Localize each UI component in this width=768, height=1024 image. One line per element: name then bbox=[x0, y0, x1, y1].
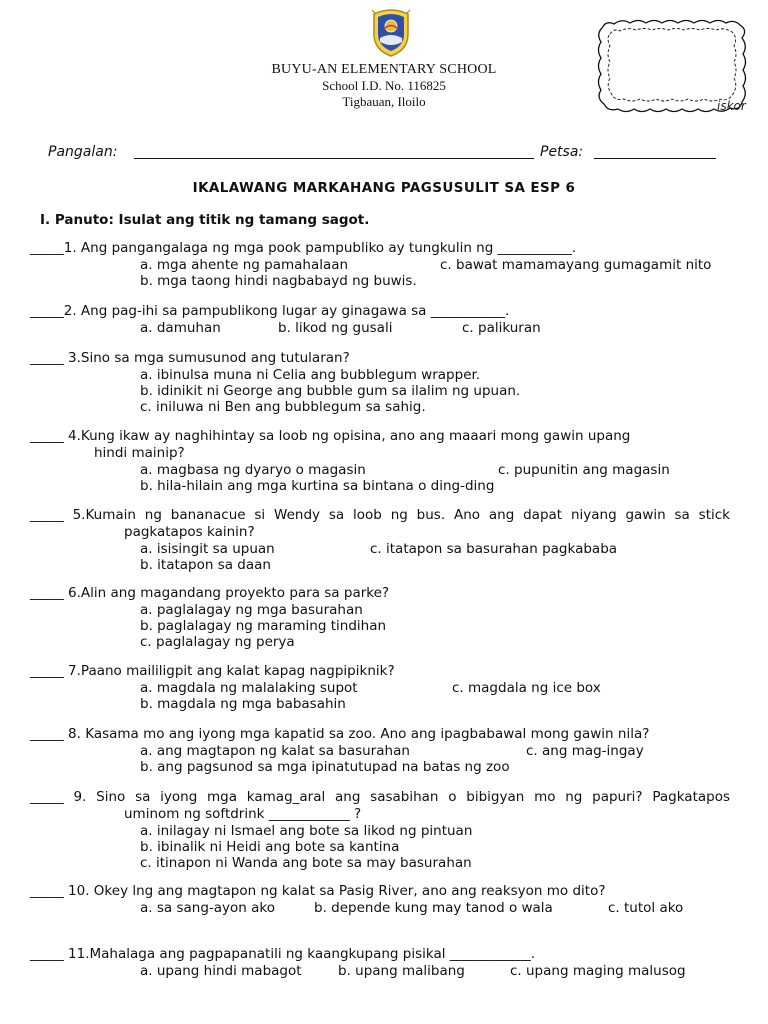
option-c: c. bawat mamamayang gumagamit nito bbox=[440, 257, 712, 273]
option-c: c. ang mag-ingay bbox=[526, 743, 644, 759]
question-11 bbox=[30, 946, 730, 979]
name-label: Pangalan: bbox=[48, 144, 118, 160]
option-c: c. pupunitin ang magasin bbox=[498, 462, 670, 478]
date-label: Petsa: bbox=[540, 144, 584, 160]
option-a: a. isisingit sa upuan bbox=[140, 541, 275, 557]
question-stem: _____ 3.Sino sa mga sumusunod ang tutularan? bbox=[30, 350, 350, 366]
option-b: b. depende kung may tanod o wala bbox=[314, 900, 553, 916]
question-9 bbox=[30, 789, 730, 871]
school-name: BUYU-AN ELEMENTARY SCHOOL bbox=[271, 62, 497, 77]
option-b: b. magdala ng mga babasahin bbox=[140, 696, 346, 712]
school-logo bbox=[370, 8, 412, 58]
option-a: a. ibinulsa muna ni Celia ang bubblegum wrapper. bbox=[140, 367, 481, 383]
option-a: a. inilagay ni Ismael ang bote sa likod ng pintuan bbox=[140, 823, 473, 839]
question-3 bbox=[30, 350, 730, 415]
question-stem: _____ 10. Okey lng ang magtapon ng kalat sa Pasig River, ano ang reaksyon mo dito? bbox=[30, 883, 606, 899]
question-stem: _____1. Ang pangangalaga ng mga pook pampubliko ay tungkulin ng ___________. bbox=[30, 240, 577, 256]
question-stem: _____ 7.Paano maililigpit ang kalat kapag nagpipiknik? bbox=[30, 663, 395, 679]
option-c: c. itatapon sa basurahan pagkababa bbox=[370, 541, 618, 557]
name-date-row bbox=[48, 144, 728, 164]
option-c: c. iniluwa ni Ben ang bubblegum sa sahig. bbox=[140, 399, 426, 415]
question-10 bbox=[30, 883, 730, 916]
question-5 bbox=[30, 507, 730, 573]
option-c: c. itinapon ni Wanda ang bote sa may basurahan bbox=[140, 855, 472, 871]
option-a: a. paglalagay ng mga basurahan bbox=[140, 602, 363, 618]
option-c: c. tutol ako bbox=[608, 900, 684, 916]
option-b: b. likod ng gusali bbox=[278, 320, 393, 336]
option-b: b. ibinalik ni Heidi ang bote sa kantina bbox=[140, 839, 400, 855]
option-a: a. damuhan bbox=[140, 320, 221, 336]
option-c: c. paglalagay ng perya bbox=[140, 634, 295, 650]
question-2 bbox=[30, 303, 730, 336]
option-b: b. paglalagay ng maraming tindihan bbox=[140, 618, 387, 634]
option-c: c. palikuran bbox=[462, 320, 541, 336]
option-b: b. itatapon sa daan bbox=[140, 557, 271, 573]
option-b: b. ang pagsunod sa mga ipinatutupad na batas ng zoo bbox=[140, 759, 510, 775]
name-field-line[interactable] bbox=[134, 158, 534, 159]
question-stem: _____2. Ang pag-ihi sa pampublikong lugar ay ginagawa sa ___________. bbox=[30, 303, 510, 319]
score-label: iskor bbox=[717, 99, 746, 113]
option-c: c. upang maging malusog bbox=[510, 963, 686, 979]
school-id: School I.D. No. 116825 bbox=[322, 78, 446, 93]
date-field-line[interactable] bbox=[594, 158, 716, 159]
instructions: I. Panuto: Isulat ang titik ng tamang sagot. bbox=[40, 212, 370, 228]
question-1 bbox=[30, 240, 730, 289]
question-stem-continued: pagkatapos kainin? bbox=[124, 524, 255, 540]
question-stem: _____ 6.Alin ang magandang proyekto para sa parke? bbox=[30, 585, 390, 601]
question-stem-continued: hindi mainip? bbox=[94, 445, 185, 461]
option-a: a. magbasa ng dyaryo o magasin bbox=[140, 462, 366, 478]
question-stem: _____ 11.Mahalaga ang pagpapanatili ng kaangkupang pisikal ____________. bbox=[30, 946, 536, 962]
option-a: a. magdala ng malalaking supot bbox=[140, 680, 358, 696]
question-4 bbox=[30, 428, 730, 494]
option-a: a. mga ahente ng pamahalaan bbox=[140, 257, 349, 273]
question-7 bbox=[30, 663, 730, 712]
question-6 bbox=[30, 585, 730, 650]
question-stem-continued: uminom ng softdrink ____________ ? bbox=[124, 806, 362, 822]
option-b: b. idinikit ni George ang bubble gum sa ilalim ng upuan. bbox=[140, 383, 521, 399]
exam-title: IKALAWANG MARKAHANG PAGSUSULIT SA ESP 6 bbox=[192, 180, 576, 196]
option-a: a. upang hindi mabagot bbox=[140, 963, 302, 979]
option-b: b. upang malibang bbox=[338, 963, 465, 979]
question-stem: _____ 4.Kung ikaw ay naghihintay sa loob ng opisina, ano ang maaari mong gawin upang bbox=[30, 428, 631, 444]
school-location: Tigbauan, Iloilo bbox=[342, 94, 426, 109]
option-b: b. mga taong hindi nagbabayd ng buwis. bbox=[140, 273, 417, 289]
question-stem: _____ 9. Sino sa iyong mga kamag_aral ang sasabihan o bibigyan mo ng papuri? Pagkatapos bbox=[30, 789, 730, 805]
question-stem: _____ 8. Kasama mo ang iyong mga kapatid sa zoo. Ano ang ipagbabawal mong gawin nila? bbox=[30, 726, 650, 742]
option-b: b. hila-hilain ang mga kurtina sa bintana o ding-ding bbox=[140, 478, 495, 494]
question-8 bbox=[30, 726, 730, 775]
option-a: a. ang magtapon ng kalat sa basurahan bbox=[140, 743, 410, 759]
option-c: c. magdala ng ice box bbox=[452, 680, 601, 696]
option-a: a. sa sang-ayon ako bbox=[140, 900, 275, 916]
question-stem: _____ 5.Kumain ng bananacue si Wendy sa loob ng bus. Ano ang dapat niyang gawin sa stick bbox=[30, 507, 730, 523]
